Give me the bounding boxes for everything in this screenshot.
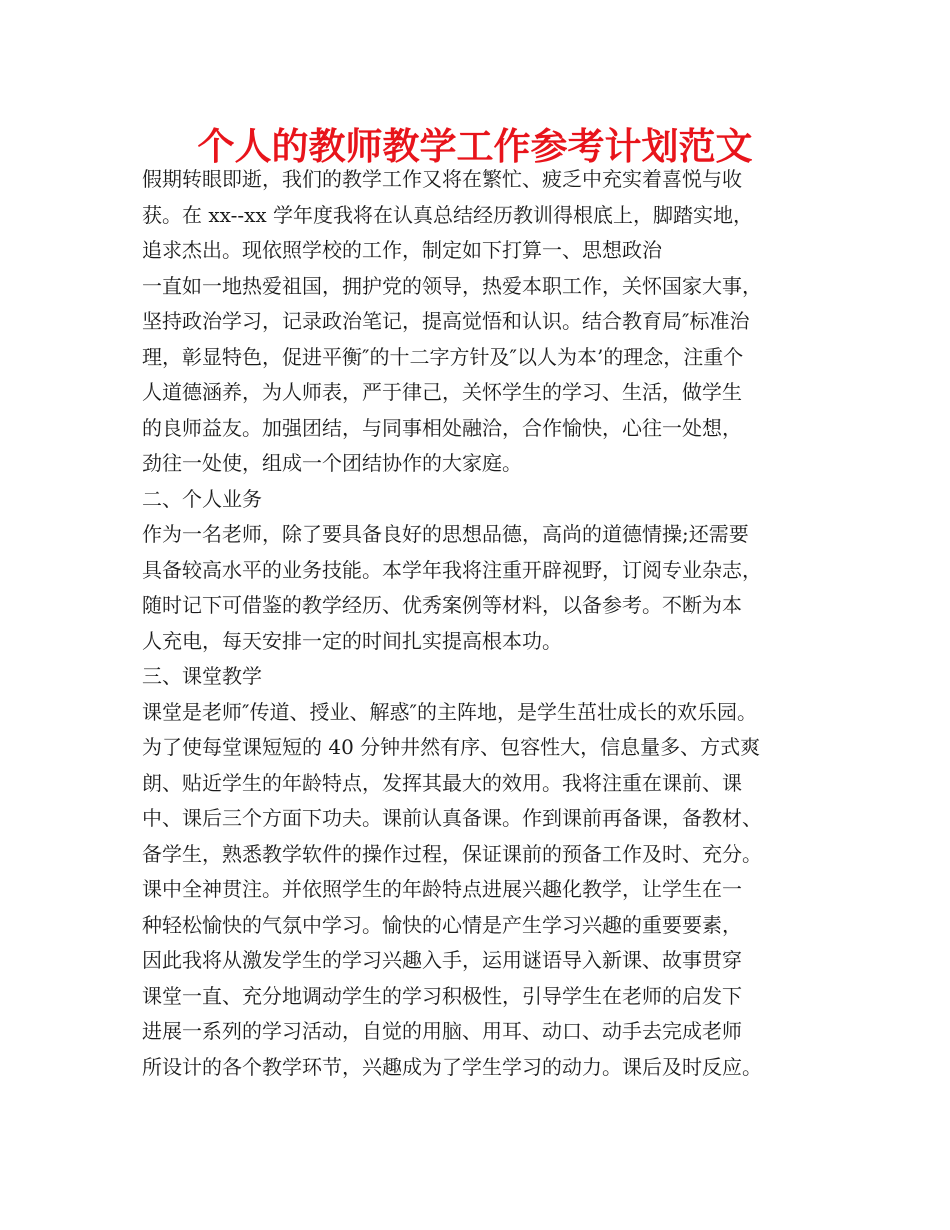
body-line: 中、课后三个方面下功夫。课前认真备课。作到课前再备课，备教材、: [142, 806, 762, 830]
body-line: 种轻松愉快的气氛中学习。愉快的心情是产生学习兴趣的重要要素，: [142, 912, 742, 937]
section-heading-classroom-teaching: 三、课堂教学: [142, 664, 262, 688]
body-line: 具备较高水平的业务技能。本学年我将注重开辟视野，订阅专业杂志，: [142, 557, 762, 582]
document-body: [142, 162, 832, 1085]
body-line: 课堂一直、充分地调动学生的学习积极性，引导学生在老师的启发下: [142, 983, 742, 1008]
section-heading-personal-business: 二、个人业务: [142, 486, 262, 511]
body-line: 因此我将从激发学生的学习兴趣入手，运用谜语导入新课、故事贯穿: [142, 948, 742, 972]
body-line: 课堂是老师″传道、授业、解惑″的主阵地，是学生茁壮成长的欢乐园。: [142, 699, 757, 724]
document-title: 个人的教师教学工作参考计划范文: [197, 125, 753, 168]
body-line: 坚持政治学习，记录政治笔记，提高觉悟和认识。结合教育局″标准治: [142, 309, 750, 333]
body-line: 随时记下可借鉴的教学经历、优秀案例等材料，以备参考。不断为本: [142, 593, 742, 617]
body-line: 所设计的各个教学环节，兴趣成为了学生学习的动力。课后及时反应。: [142, 1054, 762, 1079]
body-line: 人充电，每天安排一定的时间扎实提高根本功。: [142, 628, 562, 653]
body-line: 追求杰出。现依照学校的工作，制定如下打算一、思想政治: [142, 238, 662, 262]
body-line: 朗、贴近学生的年龄特点，发挥其最大的效用。我将注重在课前、课: [142, 770, 742, 795]
body-line: 进展一系列的学习活动，自觉的用脑、用耳、动口、动手去完成老师: [142, 1019, 742, 1043]
body-line: 作为一名老师，除了要具备良好的思想品德，高尚的道德情操;还需要: [142, 522, 749, 546]
body-line: 备学生，熟悉教学软件的操作过程，保证课前的预备工作及时、充分。: [142, 841, 762, 866]
body-line: 理，彰显特色，促进平衡″的十二字方针及″以人为本’的理念，注重个: [142, 344, 744, 369]
body-line: 获。在 xx--xx 学年度我将在认真总结经历教训得根底上，脚踏实地，: [142, 202, 753, 227]
body-line: 为了使每堂课短短的 40 分钟井然有序、包容性大，信息量多、方式爽: [142, 735, 761, 759]
body-line: 人道德涵养，为人师表，严于律己，关怀学生的学习、生活，做学生: [142, 380, 742, 404]
body-line: 的良师益友。加强团结，与同事相处融洽，合作愉快，心往一处想，: [142, 415, 742, 440]
body-line: 劲往一处使，组成一个团结协作的大家庭。: [142, 451, 522, 475]
body-line: 课中全神贯注。并依照学生的年龄特点进展兴趣化教学，让学生在一: [142, 877, 742, 901]
body-line: 假期转眼即逝，我们的教学工作又将在繁忙、疲乏中充实着喜悦与收: [142, 167, 742, 191]
body-line: 一直如一地热爱祖国，拥护党的领导，热爱本职工作，关怀国家大事，: [142, 273, 762, 298]
